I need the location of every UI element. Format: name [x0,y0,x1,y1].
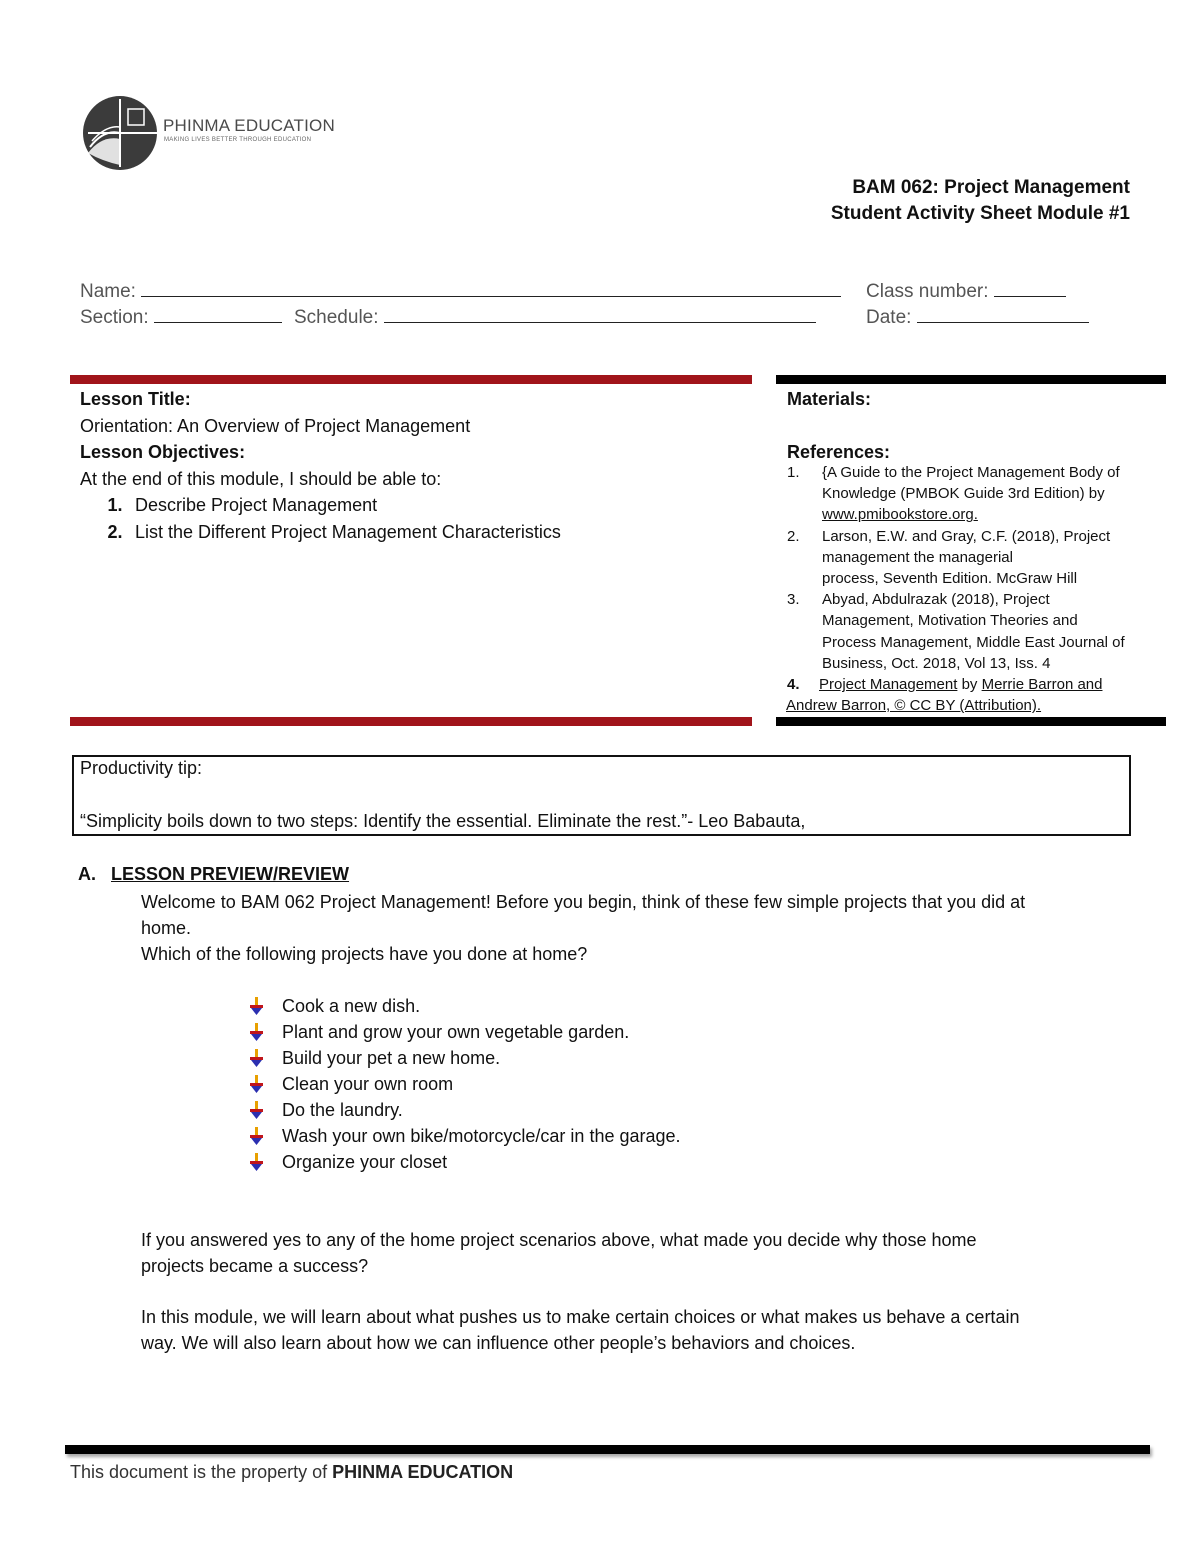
arrow-bullet-icon [246,1126,282,1146]
list-item-text: Organize your closet [282,1152,448,1172]
lesson-panel [80,386,740,545]
name-field[interactable] [80,278,841,303]
reference-link[interactable]: www.pmibookstore.org. [822,506,978,524]
objective-item [95,492,740,519]
logo-tagline: MAKING LIVES BETTER THROUGH EDUCATION [164,137,312,143]
materials-top-divider [776,375,1166,384]
reference-link-project-management[interactable]: Project Management [819,676,958,694]
name-blank[interactable] [141,278,841,297]
phinma-logo-emblem [80,95,160,171]
objectives-intro: At the end of this module, I should be able to: [80,468,442,489]
schedule-field[interactable] [294,304,816,329]
reference-number: 3. [787,591,800,609]
section-field[interactable] [80,304,282,329]
arrow-bullet-icon [246,1048,282,1068]
reference-line: {A Guide to the Project Management Body of [822,464,1120,481]
course-title: BAM 062: Project Management [852,177,1130,198]
reference-line: Management, Motivation Theories and [822,612,1078,630]
materials-label: Materials: [787,389,872,409]
list-item [246,1097,681,1123]
list-item [246,1123,681,1149]
intro-line: Welcome to BAM 062 Project Management! Before you begin, think of these few simple projects that you did at [141,892,1026,912]
list-item [246,1071,681,1097]
arrow-bullet-icon [246,1152,282,1172]
home-projects-list [246,993,681,1175]
paragraph-line: In this module, we will learn about what pushes us to make certain choices or what makes us behave a certain [141,1307,1020,1327]
intro-line: home. [141,918,192,938]
reference-line: Business, Oct. 2018, Vol 13, Iss. 4 [822,654,1051,672]
module-overview-paragraph [141,1304,1141,1356]
arrow-bullet-icon [246,996,282,1016]
reference-text: by [957,676,982,694]
list-item [246,1149,681,1175]
paragraph-line: projects became a success? [141,1256,369,1276]
reference-line: Larson, E.W. and Gray, C.F. (2018), Project [822,527,1111,545]
objective-number: 1. [107,495,123,515]
reference-link-license[interactable]: Andrew Barron, © CC BY (Attribution). [786,697,1042,715]
objective-item [95,519,740,546]
reference-number: 2. [787,527,800,545]
list-item-text: Build your pet a new home. [282,1048,501,1068]
list-item-text: Plant and grow your own vegetable garden. [282,1022,630,1042]
intro-question: Which of the following projects have you done at home? [141,944,588,964]
paragraph-line: way. We will also learn about how we can influence other people’s behaviors and choices. [141,1333,856,1353]
reference-line: Process Management, Middle East Journal of [822,633,1125,651]
references-list [787,462,1167,716]
course-header [831,175,1130,227]
section-a-heading [78,864,349,885]
class-number-field[interactable] [866,278,1066,303]
paragraph-line: If you answered yes to any of the home project scenarios above, what made you decide why those home [141,1230,977,1250]
productivity-tip-title: Productivity tip: [80,758,203,778]
reference-line: management the managerial [822,548,1013,566]
arrow-bullet-icon [246,1100,282,1120]
class-number-label: Class number: [866,281,989,302]
footer-text: This document is the property of [70,1462,333,1482]
objective-text: List the Different Project Management Characteristics [135,521,561,542]
arrow-bullet-icon [246,1022,282,1042]
arrow-bullet-icon [246,1074,282,1094]
section-blank[interactable] [154,304,282,323]
schedule-blank[interactable] [384,304,816,323]
date-label: Date: [866,307,912,328]
lesson-title-label: Lesson Title: [80,389,191,409]
reference-line: Abyad, Abdulrazak (2018), Project [822,591,1050,609]
section-title: LESSON PREVIEW/REVIEW [111,864,350,884]
lesson-objectives-label: Lesson Objectives: [80,442,246,462]
lesson-bottom-divider [70,717,752,726]
list-item [246,993,681,1019]
reference-item [787,674,1167,695]
reference-line: Knowledge (PMBOK Guide 3rd Edition) by [822,485,1105,503]
reference-line: process, Seventh Edition. McGraw Hill [822,570,1078,588]
objective-number: 2. [107,521,123,542]
objective-text: Describe Project Management [135,495,378,515]
lesson-title: Orientation: An Overview of Project Management [80,415,471,436]
class-number-blank[interactable] [994,278,1066,297]
objectives-list [80,492,740,545]
list-item-text: Clean your own room [282,1074,454,1094]
productivity-tip-quote: “Simplicity boils down to two steps: Identify the essential. Eliminate the rest.”- Leo Babauta, [80,811,806,831]
logo-wordmark: PHINMA EDUCATION [163,116,335,135]
footer-owner: PHINMA EDUCATION [332,1462,514,1482]
lesson-top-divider [70,375,752,384]
footer-notice [70,1462,513,1483]
reference-item [787,462,1167,526]
footer-divider [65,1445,1150,1454]
reference-number: 1. [787,464,800,481]
reference-item [787,589,1167,674]
name-label: Name: [80,281,136,302]
section-label: Section: [80,307,149,328]
list-item-text: Cook a new dish. [282,996,421,1016]
list-item [246,1019,681,1045]
reference-link-authors[interactable]: Merrie Barron and [981,676,1103,694]
list-item [246,1045,681,1071]
section-letter: A. [78,864,96,884]
section-a-intro [141,889,1141,967]
references-label: References: [787,442,891,462]
date-blank[interactable] [917,304,1089,323]
reflection-paragraph [141,1227,1141,1279]
reference-number: 4. [787,676,800,694]
date-field[interactable] [866,304,1089,329]
schedule-label: Schedule: [294,307,379,328]
sheet-title: Student Activity Sheet Module #1 [830,203,1130,224]
reference-item [787,526,1167,590]
list-item-text: Wash your own bike/motorcycle/car in the garage. [282,1126,681,1146]
list-item-text: Do the laundry. [282,1100,403,1120]
materials-bottom-divider [776,717,1166,726]
